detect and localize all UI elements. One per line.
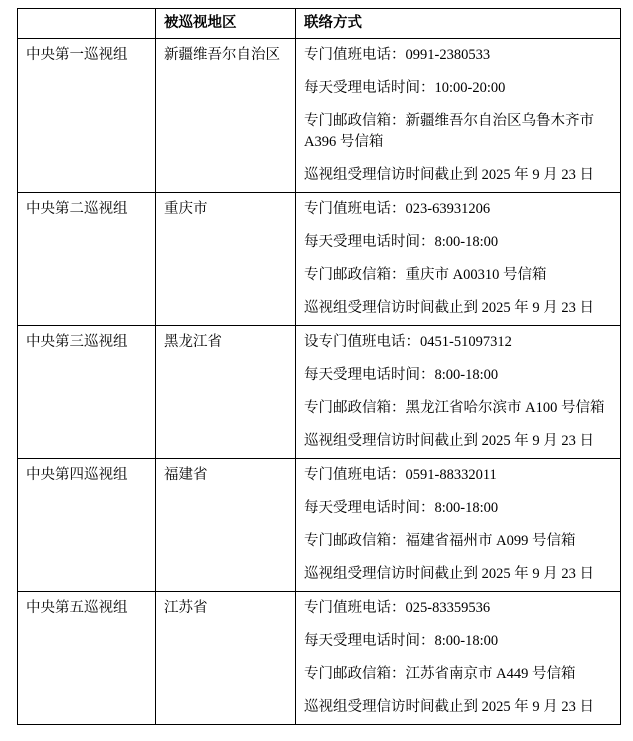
contact-hours-line: 每天受理电话时间：8:00-18:00 [304,367,499,383]
contact-info [296,459,621,592]
group-name: 中央第四巡视组 [18,459,156,592]
contact-phone-line: 专门值班电话：025-83359536 [304,600,491,616]
table-header [18,9,621,39]
table-body [18,39,621,725]
inspected-region: 黑龙江省 [156,326,296,459]
contact-hours-line: 每天受理电话时间：8:00-18:00 [304,500,499,516]
contact-hours-line: 每天受理电话时间：8:00-18:00 [304,234,499,250]
group-name: 中央第三巡视组 [18,326,156,459]
header-contact: 联络方式 [296,9,621,39]
contact-info [296,592,621,725]
contact-phone-line: 专门值班电话：0591-88332011 [304,467,497,483]
contact-hours-line: 每天受理电话时间：8:00-18:00 [304,633,499,649]
group-name: 中央第一巡视组 [18,39,156,193]
contact-phone-line: 专门值班电话：0991-2380533 [304,47,491,63]
contact-deadline-line: 巡视组受理信访时间截止到 2025 年 9 月 23 日 [304,566,594,582]
inspected-region: 新疆维吾尔自治区 [156,39,296,193]
inspected-region: 江苏省 [156,592,296,725]
table-row [18,592,621,725]
contact-deadline-line: 巡视组受理信访时间截止到 2025 年 9 月 23 日 [304,300,594,316]
group-name: 中央第二巡视组 [18,193,156,326]
table-row [18,39,621,193]
inspection-groups-table [17,8,621,725]
contact-mailbox-line: 专门邮政信箱：黑龙江省哈尔滨市 A100 号信箱 [304,400,605,416]
header-row [18,9,621,39]
group-name: 中央第五巡视组 [18,592,156,725]
contact-mailbox-line: 专门邮政信箱：江苏省南京市 A449 号信箱 [304,666,576,682]
contact-info [296,193,621,326]
inspected-region: 福建省 [156,459,296,592]
contact-mailbox-line: 专门邮政信箱：重庆市 A00310 号信箱 [304,267,547,283]
contact-info [296,39,621,193]
table-row [18,193,621,326]
contact-deadline-line: 巡视组受理信访时间截止到 2025 年 9 月 23 日 [304,167,594,183]
contact-phone-line: 设专门值班电话：0451-51097312 [304,334,512,350]
table-row [18,459,621,592]
contact-mailbox-line: 专门邮政信箱：新疆维吾尔自治区乌鲁木齐市 A396 号信箱 [304,113,594,150]
contact-info [296,326,621,459]
contact-hours-line: 每天受理电话时间：10:00-20:00 [304,80,506,96]
inspected-region: 重庆市 [156,193,296,326]
contact-deadline-line: 巡视组受理信访时间截止到 2025 年 9 月 23 日 [304,433,594,449]
contact-phone-line: 专门值班电话：023-63931206 [304,201,491,217]
table-row [18,326,621,459]
header-group [18,9,156,39]
contact-mailbox-line: 专门邮政信箱：福建省福州市 A099 号信箱 [304,533,576,549]
contact-deadline-line: 巡视组受理信访时间截止到 2025 年 9 月 23 日 [304,699,594,715]
header-region: 被巡视地区 [156,9,296,39]
